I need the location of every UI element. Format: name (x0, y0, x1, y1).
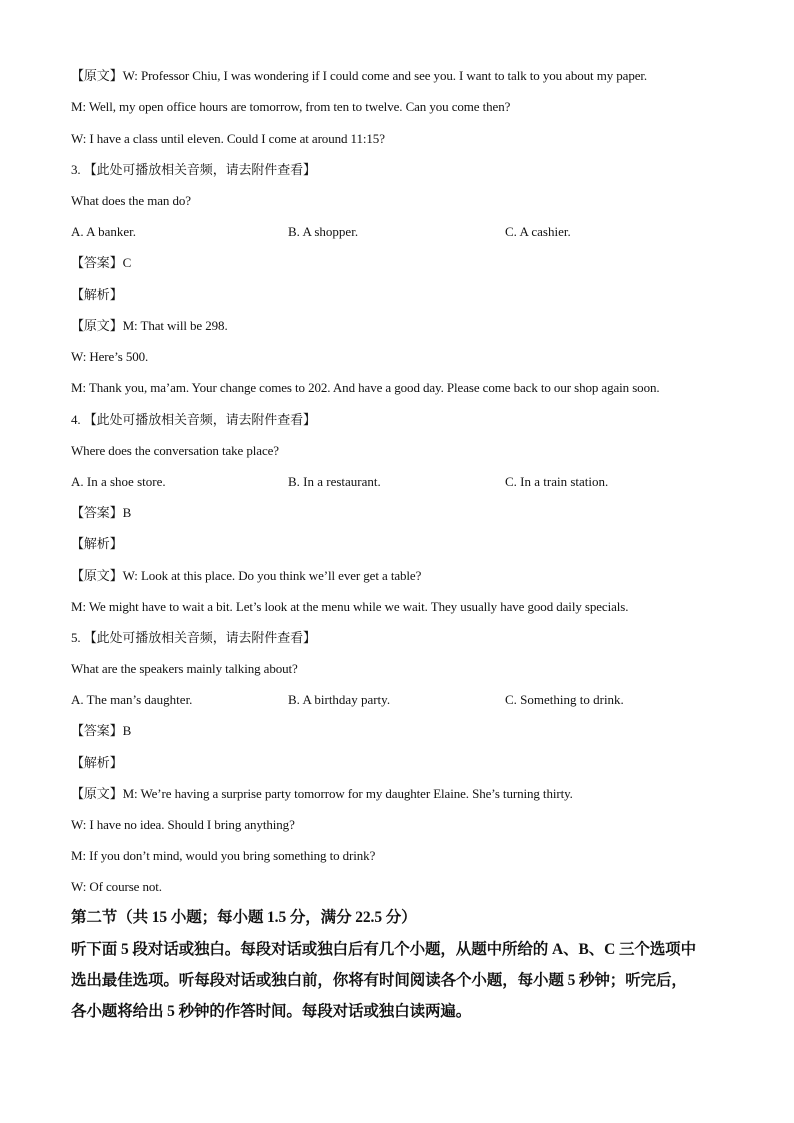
transcript-line: M: If you don’t mind, would you bring something to drink? (71, 848, 376, 863)
question-text: Where does the conversation take place? (71, 443, 279, 458)
question-header: 3. 【此处可播放相关音频，请去附件查看】 (71, 162, 316, 177)
transcript-line: 【原文】M: We’re having a surprise party tomorrow for my daughter Elaine. She’s turning thirty. (71, 786, 573, 801)
transcript-line: 【原文】W: Professor Chiu, I was wondering if I could come and see you. I want to talk to you about my paper. (71, 68, 648, 83)
transcript-line: 【原文】W: Look at this place. Do you think we’ll ever get a table? (71, 568, 422, 583)
question-header: 4. 【此处可播放相关音频，请去附件查看】 (71, 412, 316, 427)
section-title: 第二节（共 15 小题；每小题 1.5 分，满分 22.5 分） (71, 909, 417, 926)
question-header: 5. 【此处可播放相关音频，请去附件查看】 (71, 630, 316, 645)
transcript-line: W: Here’s 500. (71, 349, 149, 364)
option-b: B. In a restaurant. (288, 474, 381, 489)
analysis-label: 【解析】 (71, 755, 123, 770)
option-c: C. A cashier. (505, 224, 571, 239)
option-b: B. A birthday party. (288, 692, 391, 707)
answer-label: 【答案】B (71, 505, 132, 520)
transcript-line: M: Well, my open office hours are tomorrow, from ten to twelve. Can you come then? (71, 99, 511, 114)
analysis-label: 【解析】 (71, 287, 123, 302)
answer-label: 【答案】C (71, 255, 132, 270)
option-c: C. In a train station. (505, 474, 609, 489)
option-c: C. Something to drink. (505, 692, 624, 707)
analysis-label: 【解析】 (71, 536, 123, 551)
answer-label: 【答案】B (71, 723, 132, 738)
option-a: A. A banker. (71, 224, 136, 239)
section-instruction: 各小题将给出 5 秒钟的作答时间。每段对话或独白读两遍。 (71, 1003, 472, 1020)
section-instruction: 听下面 5 段对话或独白。每段对话或独白后有几个小题，从题中所给的 A、B、C 三个选项中 (71, 941, 696, 958)
transcript-line: M: Thank you, ma’am. Your change comes to 202. And have a good day. Please come back to our shop again soon. (71, 380, 660, 395)
section-instruction: 选出最佳选项。听每段对话或独白前，你将有时间阅读各个小题，每小题 5 秒钟；听完后， (71, 972, 687, 989)
transcript-line: W: I have no idea. Should I bring anything? (71, 817, 295, 832)
transcript-line: W: Of course not. (71, 879, 162, 894)
transcript-line: 【原文】M: That will be 298. (71, 318, 228, 333)
option-b: B. A shopper. (288, 224, 359, 239)
question-text: What does the man do? (71, 193, 191, 208)
question-text: What are the speakers mainly talking about? (71, 661, 298, 676)
option-a: A. In a shoe store. (71, 474, 166, 489)
option-a: A. The man’s daughter. (71, 692, 193, 707)
transcript-line: W: I have a class until eleven. Could I come at around 11:15? (71, 131, 385, 146)
transcript-line: M: We might have to wait a bit. Let’s look at the menu while we wait. They usually have good daily specials. (71, 599, 629, 614)
